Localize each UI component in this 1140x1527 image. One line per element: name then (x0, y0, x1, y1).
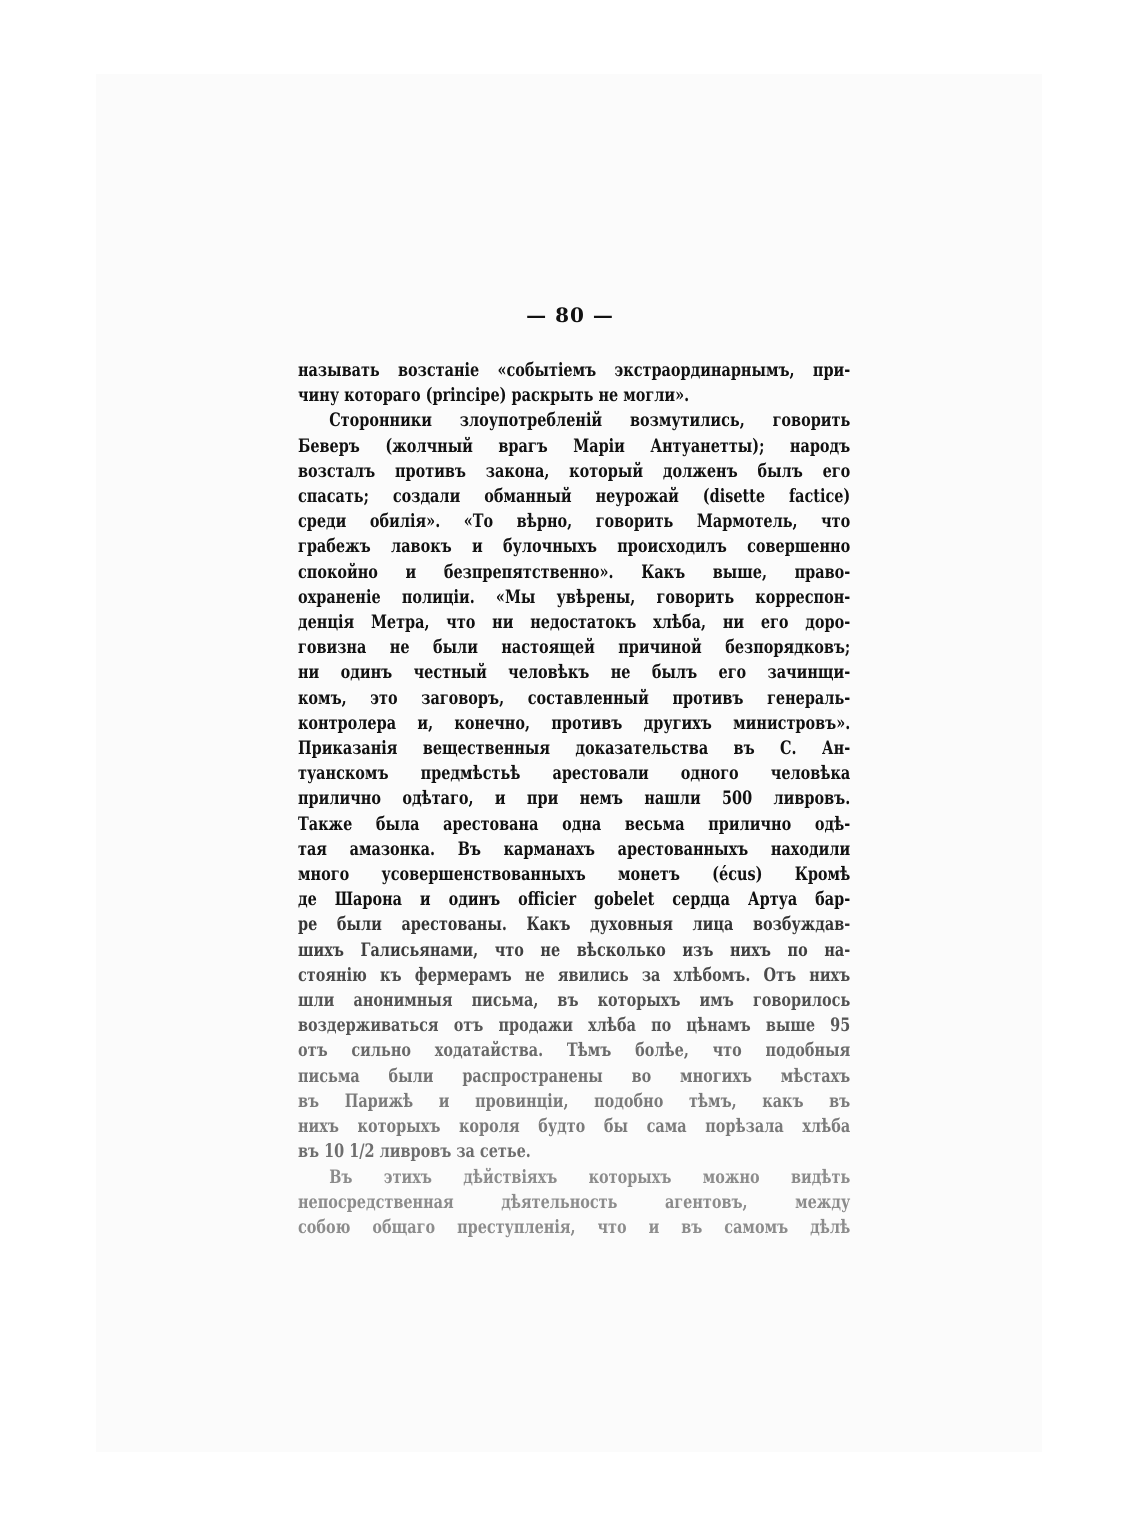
text-line: Беверъ (жолчный врагъ Маріи Антуанетты); народъ (298, 435, 851, 457)
text-line: много усовершенствованныхъ монетъ (écus) Кромѣ (298, 864, 851, 886)
text-line: отъ сильно ходатайства. Тѣмъ болѣе, что подобныя (298, 1040, 851, 1062)
text-line: воздерживаться отъ продажи хлѣба по цѣнамъ выше 95 (298, 1015, 851, 1037)
page-number: — 80 — (526, 303, 614, 327)
text-line: въ Парижѣ и провинціи, подобно тѣмъ, какъ въ (298, 1090, 851, 1112)
paragraph-1 (298, 358, 850, 408)
text-line: контролера и, конечно, противъ другихъ министровъ». (298, 712, 851, 734)
text-line: среди обилія». «То вѣрно, говорить Мармотель, что (298, 511, 851, 533)
text-line: комъ, это заговоръ, составленный противъ генераль- (298, 687, 851, 709)
text-line: грабежъ лавокъ и булочныхъ происходилъ совершенно (298, 536, 851, 558)
text-line: называть возстаніе «событіемъ экстраординарнымъ, при- (298, 360, 851, 381)
text-line: туанскомъ предмѣстьѣ арестовали одного человѣка (298, 763, 851, 785)
text-line: Приказанія вещественныя доказательства въ С. Ан- (298, 738, 851, 760)
paragraph-2 (298, 408, 850, 1164)
text-line: шли анонимныя письма, въ которыхъ имъ говорилось (298, 990, 851, 1012)
text-line: де Шарона и одинъ officier gobelet сердца Артуа бар- (298, 889, 851, 911)
text-line: охраненіе полиціи. «Мы увѣрены, говорить корреспон- (298, 586, 851, 608)
text-line: собою общаго преступленія, что и въ самомъ дѣлѣ (298, 1216, 851, 1238)
text-line: Также была арестована одна весьма прилично одѣ- (298, 813, 851, 835)
text-line: денція Метра, что ни недостатокъ хлѣба, ни его доро- (298, 612, 851, 634)
text-line: непосредственная дѣятельность агентовъ, между (298, 1191, 851, 1213)
text-line: нихъ которыхъ короля будто бы сама порѣзала хлѣба (298, 1116, 851, 1138)
text-line: стоянію къ фермерамъ не явились за хлѣбомъ. Отъ нихъ (298, 964, 851, 986)
text-line: Сторонники злоупотребленій возмутились, говорить (329, 410, 851, 432)
text-line: шихъ Галисьянами, что не вѣсколько изъ нихъ по на- (298, 939, 851, 961)
text-line: спасать; создали обманный неурожай (disette factice) (298, 486, 851, 508)
text-line: говизна не были настоящей причиной безпорядковъ; (298, 637, 851, 659)
text-line: прилично одѣтаго, и при немъ нашли 500 ливровъ. (298, 788, 851, 810)
text-line: спокойно и безпрепятственно». Какъ выше, право- (298, 561, 851, 583)
text-line: чину котораго (principe) раскрыть не могли». (298, 385, 690, 407)
body-text (298, 358, 851, 1240)
text-line: тая амазонка. Въ карманахъ арестованныхъ находили (298, 838, 851, 860)
text-line: письма были распространены во многихъ мѣстахъ (298, 1065, 851, 1087)
paragraph-3 (298, 1165, 850, 1241)
text-line: въ 10 1/2 ливровъ за сетье. (298, 1141, 531, 1163)
text-line: возсталъ противъ закона, который долженъ былъ его (298, 460, 851, 482)
text-line: ре были арестованы. Какъ духовныя лица возбуждав- (298, 914, 851, 936)
text-line: ни одинъ честный человѣкъ не былъ его зачинщи- (298, 662, 851, 684)
text-line: Въ этихъ дѣйствіяхъ которыхъ можно видѣть (329, 1166, 851, 1188)
